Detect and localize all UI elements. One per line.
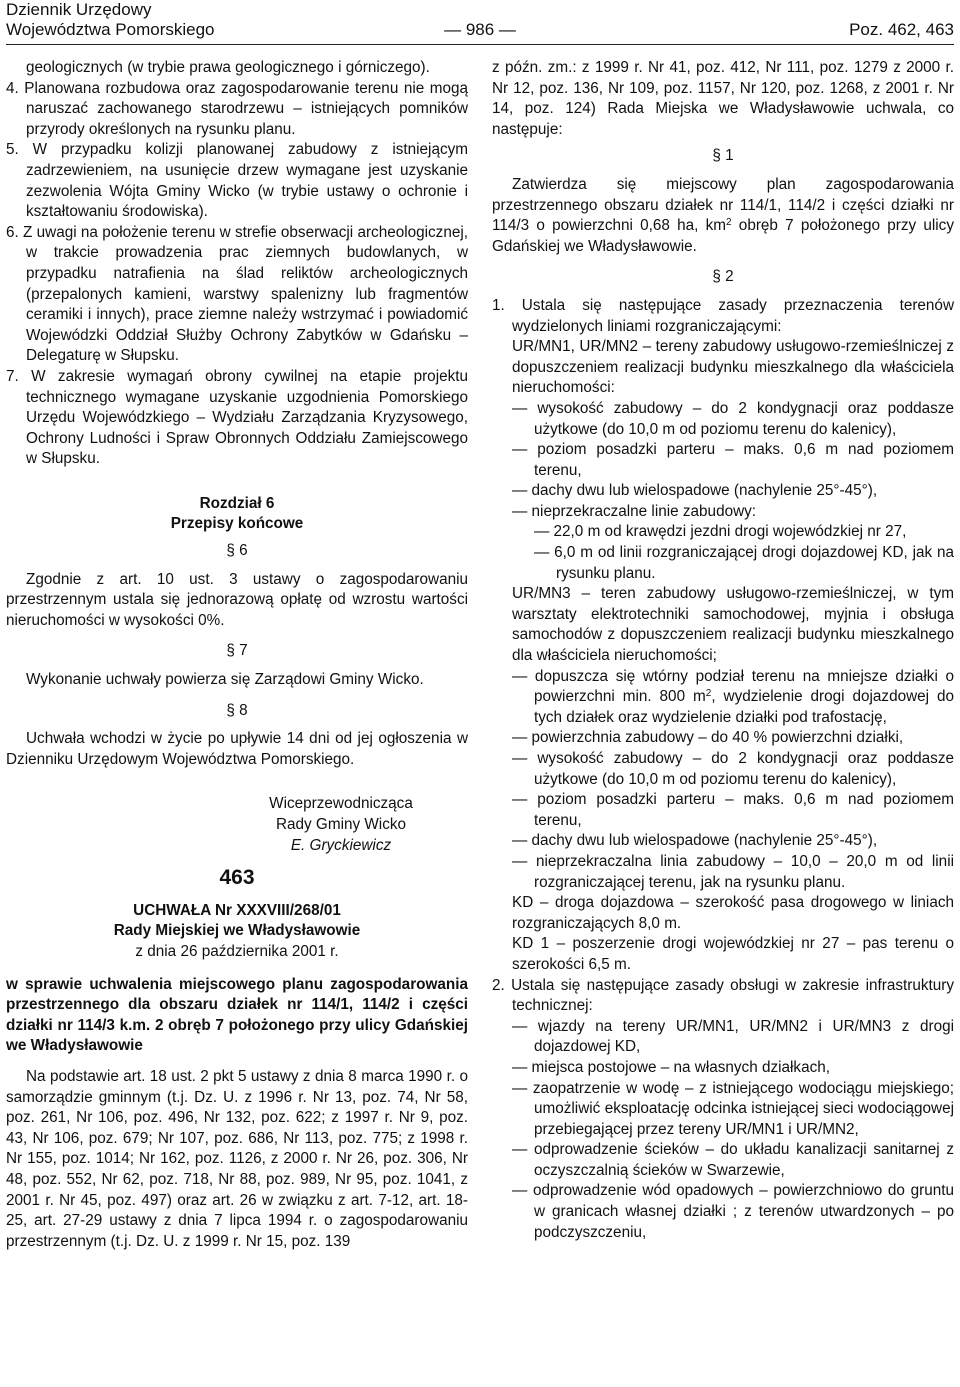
- signature-name: E. Gryckiewicz: [290, 836, 392, 854]
- legal-basis-continued: z późn. zm.: z 1999 r. Nr 41, poz. 412, Nr 111, poz. 1279 z 2000 r. Nr 12, poz. 136, Nr 109, poz. 1157, Nr 120, poz. 1268, z 2001 r. Nr 14, poz. 124) Rada Miejska we Władysławowie uchwala, co następuje:: [492, 59, 954, 138]
- section-1-text-a: Zatwierdza się miejscowy plan zagospodarowania przestrzennego obszaru działek nr 114/1, 114/2 i części działki nr 114/3 o powierzchni 0,68 ha, km: [492, 175, 954, 235]
- zone-mn3-intro: UR/MN3 – teren zabudowy usługowo-rzemieślniczej, w tym warsztaty elektrotechniki samochodowej, myjnia i obsługa samochodów z dopuszczeniem realizacji budynku mieszkalnego dla właściciela nieruchomości;: [512, 585, 954, 665]
- zone-mn1-mn2-intro: UR/MN1, UR/MN2 – tereny zabudowy usługowo-rzemieślniczej z dopuszczeniem realizacji budynku mieszkalnego dla właściciela nieruchomości:: [512, 338, 954, 397]
- section-6-text: Zgodnie z art. 10 ust. 3 ustawy o zagospodarowaniu przestrzennym ustala się jednorazową opłatę od wzrostu wartości nieruchomości w wysokości 0%.: [6, 570, 468, 629]
- journal-title-line1: Dziennik Urzędowy: [6, 0, 152, 19]
- list-item-superscript: 2: [705, 688, 712, 700]
- list-item: — dachy dwu lub wielospadowe (nachylenie 25°-45°),: [512, 482, 878, 500]
- right-column: [492, 58, 954, 1243]
- position-number: Poz. 462, 463: [849, 20, 954, 39]
- signature-block: [216, 794, 466, 856]
- list-item: — nieprzekraczalne linie zabudowy:: [512, 502, 757, 520]
- section-2-point-2: 2. Ustala się następujące zasady obsługi w zakresie infrastruktury technicznej:: [492, 976, 954, 1015]
- resolution-council: Rady Miejskiej we Władysławowie: [113, 922, 361, 940]
- section-8-text: Uchwała wchodzi w życie po upływie 14 dni od jej ogłoszenia w Dzienniku Urzędowym Województwa Pomorskiego.: [6, 730, 468, 768]
- zone-kd: KD – droga dojazdowa – szerokość pasa drogowego w liniach rozgraniczających 8,0 m.: [512, 894, 954, 932]
- signature-council: Rady Gminy Wicko: [275, 816, 407, 833]
- resolution-number: UCHWAŁA Nr XXXVIII/268/01: [133, 901, 341, 919]
- paragraph-4: 4. Planowana rozbudowa oraz zagospodarowanie terenu nie mogą naruszać zachowanego starodrzewu – istniejących pomników przyrody określonych na rysunku planu.: [6, 79, 468, 138]
- section-1-text: [492, 175, 954, 257]
- list-item: — nieprzekraczalna linia zabudowy – 10,0 – 20,0 m od linii rozgraniczającej terenu, jak na rysunku planu.: [512, 852, 954, 891]
- paragraph-6: 6. Z uwagi na położenie terenu w strefie obserwacji archeologicznej, w trakcie prowadzenia prac ziemnych budowlanych, w przypadku natrafienia na ślad reliktów archeologicznych (przepalonych kamieni, warstwy spalenizny lub fragmentów ceramiki i innych), prace ziemne należy wstrzymać i powiadomić Wojewódzki Oddział Służby Ochrony Zabytków w Gdańsku – Delegaturę w Słupsku.: [6, 223, 468, 365]
- paragraph-7: 7. W zakresie wymagań obrony cywilnej na etapie projektu technicznego wymagane uzyskanie uzgodnienia Pomorskiego Urzędu Wojewódzkiego – Wydziału Zarządzania Kryzysowego, Ochrony Ludności i Spraw Obronnych Oddziału Zamiejscowego w Słupsku.: [6, 367, 468, 468]
- section-1-heading: § 1: [712, 147, 734, 165]
- section-2-heading: § 2: [712, 268, 734, 286]
- list-item: — poziom posadzki parteru – maks. 0,6 m nad poziomem terenu,: [512, 791, 954, 829]
- section-7-heading: § 7: [226, 642, 248, 660]
- zone-kd1: KD 1 – poszerzenie drogi wojewódzkiej nr 27 – pas terenu o szerokości 6,5 m.: [512, 935, 954, 973]
- list-item: — miejsca postojowe – na własnych działkach,: [512, 1058, 830, 1076]
- list-subitem: — 6,0 m od linii rozgraniczającej drogi dojazdowej KD, jak na rysunku planu.: [534, 544, 954, 582]
- resolution-date: z dnia 26 października 2001 r.: [135, 942, 339, 960]
- signature-title: Wiceprzewodnicząca: [269, 795, 413, 813]
- list-item-text-b: , wydzielenie drogi dojazdowej do tych działek oraz wydzielenie działki pod trafostację,: [534, 688, 954, 726]
- list-item: — zaopatrzenie w wodę – z istniejącego wodociągu miejskiego; umożliwić eksploatację odcinka istniejącej sieci wodociągowej przebiegającej przez tereny UR/MN1 i UR/MN2,: [512, 1079, 954, 1138]
- list-item: — wysokość zabudowy – do 2 kondygnacji oraz poddasze użytkowe (do 10,0 m od poziomu terenu do kalenicy),: [512, 750, 954, 788]
- chapter-heading: Rozdział 6: [199, 494, 275, 512]
- list-item: — wysokość zabudowy – do 2 kondygnacji oraz poddasze użytkowe (do 10,0 m od poziomu terenu do kalenicy),: [512, 399, 954, 438]
- list-item: — dachy dwu lub wielospadowe (nachylenie 25°-45°),: [512, 832, 878, 850]
- list-item-text-a: — dopuszcza się wtórny podział terenu na mniejsze działki o powierzchni min. 800 m: [512, 667, 954, 706]
- left-column: [6, 58, 468, 1252]
- list-subitem: — 22,0 m od krawędzi jezdni drogi wojewódzkiej nr 27,: [534, 523, 907, 541]
- page-header: [6, 0, 954, 45]
- paragraph-5: 5. W przypadku kolizji planowanej zabudowy z istniejącym zadrzewieniem, na usunięcie drzew wymagane jest uzyskanie zezwolenia Wójta Gminy Wicko (w trybie ustawy o ochronie i kształtowaniu środowiska).: [6, 141, 468, 221]
- position-463-number: 463: [219, 866, 255, 890]
- list-item: — wjazdy na tereny UR/MN1, UR/MN2 i UR/MN3 z drogi dojazdowej KD,: [512, 1017, 954, 1056]
- section-1-superscript: 2: [726, 217, 732, 229]
- section-8-heading: § 8: [226, 701, 248, 719]
- continued-text: geologicznych (w trybie prawa geologicznego i górniczego).: [26, 59, 430, 76]
- page-number: — 986 —: [444, 20, 516, 39]
- list-item: — odprowadzenie ścieków – do układu kanalizacji sanitarnej z oczyszczalnią ścieków w Swarzewie,: [512, 1141, 954, 1179]
- section-1-text-b: obręb 7 położonego przy ulicy Gdańskiej we Władysławowie.: [492, 217, 954, 255]
- list-item: — powierzchnia zabudowy – do 40 % powierzchni działki,: [512, 729, 904, 747]
- legal-basis: Na podstawie art. 18 ust. 2 pkt 5 ustawy z dnia 8 marca 1990 r. o samorządzie gminnym (t.j. Dz. U. z 1996 r. Nr 13, poz. 74, Nr 58, poz. 261, Nr 106, poz. 496, Nr 132, poz. 622; z 1997 r. Nr 9, poz. 43, Nr 106, poz. 679; Nr 107, poz. 686, Nr 113, poz. 775; z 1998 r. Nr 155, poz. 1014; Nr 162, poz. 1126, z 2000 r. Nr 26, poz. 306, Nr 48, poz. 552, Nr 62, poz. 718, Nr 88, poz. 989, Nr 95, poz. 1041, z 2001 r. Nr 45, poz. 497) oraz art. 26 w związku z art. 7-12, art. 18-25, art. 27-29 ustawy z dnia 7 lipca 1994 r. o zagospodarowaniu przestrzennym (t.j. Dz. U. z 1999 r. Nr 15, poz. 139: [6, 1067, 468, 1250]
- section-6-heading: § 6: [226, 542, 248, 560]
- list-item: [492, 667, 954, 729]
- chapter-title: Przepisy końcowe: [170, 515, 304, 533]
- section-2-point-1: 1. Ustala się następujące zasady przeznaczenia terenów wydzielonych liniami rozgraniczającymi:: [492, 296, 954, 335]
- list-item: — poziom posadzki parteru – maks. 0,6 m nad poziomem terenu,: [512, 441, 954, 479]
- resolution-subject: w sprawie uchwalenia miejscowego planu zagospodarowania przestrzennego dla obszaru działek nr 114/1, 114/2 i części działki nr 114/3 k.m. 2 obręb 7 położonego przy ulicy Gdańskiej we Władysławowie: [6, 975, 468, 1055]
- section-7-text: Wykonanie uchwały powierza się Zarządowi Gminy Wicko.: [26, 671, 424, 689]
- list-item: — odprowadzenie wód opadowych – powierzchniowo do gruntu w granicach własnej działki ; z terenów utwardzonych – po podczyszczeniu,: [512, 1182, 954, 1241]
- journal-title-line2: Województwa Pomorskiego: [6, 20, 215, 39]
